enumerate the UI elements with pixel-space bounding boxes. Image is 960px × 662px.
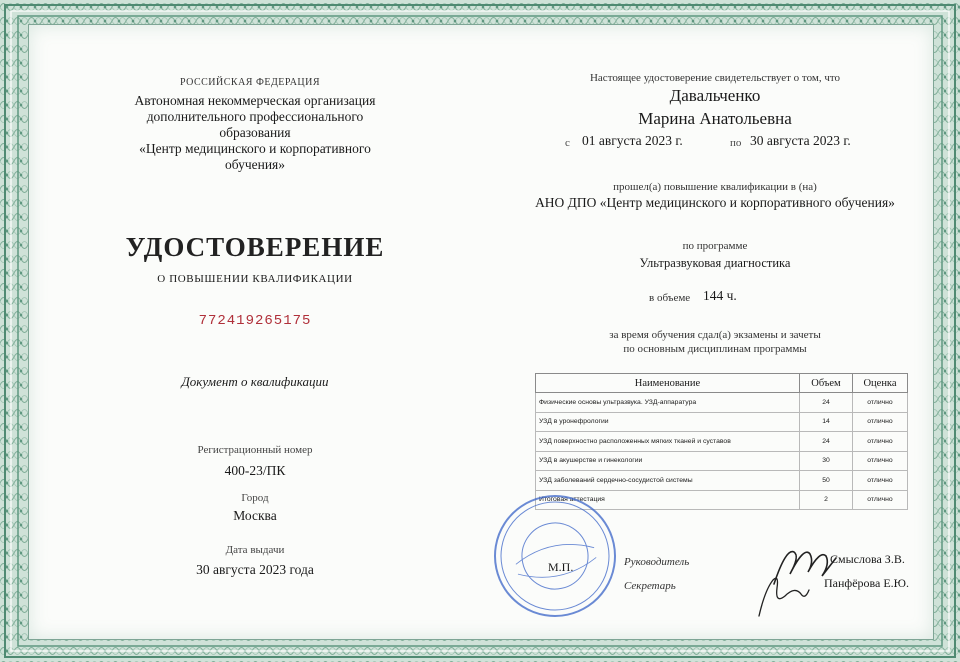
discipline-name: УЗД поверхностно расположенных мягких тканей и суставов [536,432,800,452]
volume-label: в объеме [649,292,691,304]
table-row [536,432,908,452]
discipline-hours: 2 [800,490,853,510]
period-end-date: 30 августа 2023 г. [750,133,851,148]
holder-given-names: Марина Анатольевна [638,109,792,128]
discipline-name: УЗД в уронефрологии [536,412,800,432]
period-from-label: с [565,137,570,149]
document-title: УДОСТОВЕРЕНИЕ [125,232,385,262]
exams-line: за время обучения сдал(а) экзамены и зачеты [609,329,821,341]
program-label: по программе [682,240,748,252]
org-line: дополнительного профессионального [146,109,364,124]
document-subtitle: О ПОВЫШЕНИИ КВАЛИФИКАЦИИ [157,273,353,285]
org-line: обучения» [224,157,286,172]
head-role-label: Руководитель [624,556,690,568]
holder-surname: Давальченко [669,86,761,105]
column-header-name: Наименование [536,374,800,393]
table-row [536,451,908,471]
program-name: Ультразвуковая диагностика [639,256,791,270]
discipline-grade: отлично [853,393,908,413]
secretary-signature [755,570,813,620]
discipline-hours: 14 [800,412,853,432]
head-name: Смыслова З.В. [830,552,905,566]
discipline-name: Итоговая аттестация [536,490,800,510]
city-value: Москва [233,508,277,523]
column-header-grade: Оценка [853,374,908,393]
discipline-name: Физические основы ультразвука. УЗД-аппаратура [536,393,800,413]
organization-name [110,93,400,173]
discipline-grade: отлично [853,451,908,471]
column-header-hours: Объем [800,374,853,393]
document-kind: Документ о квалификации [181,374,329,389]
org-line: «Центр медицинского и корпоративного [139,141,371,156]
period-start-date: 01 августа 2023 г. [582,133,683,148]
org-line: Автономная некоммерческая организация [134,93,376,108]
exams-statement [520,328,910,356]
issue-date: 30 августа 2023 года [196,562,314,577]
discipline-grade: отлично [853,471,908,491]
org-line: образования [219,125,291,140]
training-statement: прошел(а) повышение квалификации в (на) [613,181,817,193]
period-to-label: по [730,137,742,149]
discipline-grade: отлично [853,412,908,432]
document-number: 772419265175 [198,313,312,329]
country-label: РОССИЙСКАЯ ФЕДЕРАЦИЯ [179,77,321,88]
discipline-hours: 24 [800,393,853,413]
issue-date-label: Дата выдачи [225,544,285,556]
discipline-hours: 50 [800,471,853,491]
registration-label: Регистрационный номер [197,444,313,456]
table-row [536,471,908,491]
discipline-grade: отлично [853,432,908,452]
intro-text: Настоящее удостоверение свидетельствует о том, что [589,72,841,84]
registration-number: 400-23/ПК [224,463,286,478]
discipline-hours: 30 [800,451,853,471]
discipline-name: УЗД в акушерстве и гинекологии [536,451,800,471]
seal-label: М.П. [548,560,574,574]
secretary-name: Панфёрова Е.Ю. [824,576,910,590]
institution-name: АНО ДПО «Центр медицинского и корпоративного обучения» [535,195,895,210]
secretary-role-label: Секретарь [624,580,676,592]
volume-hours: 144 ч. [703,288,737,303]
table-row [536,412,908,432]
discipline-name: УЗД заболеваний сердечно-сосудистой системы [536,471,800,491]
table-header-row [536,374,908,393]
discipline-hours: 24 [800,432,853,452]
round-stamp [480,490,630,622]
exams-line: по основным дисциплинам программы [623,343,807,355]
discipline-grade: отлично [853,490,908,510]
table-row [536,393,908,413]
city-label: Город [241,492,269,504]
